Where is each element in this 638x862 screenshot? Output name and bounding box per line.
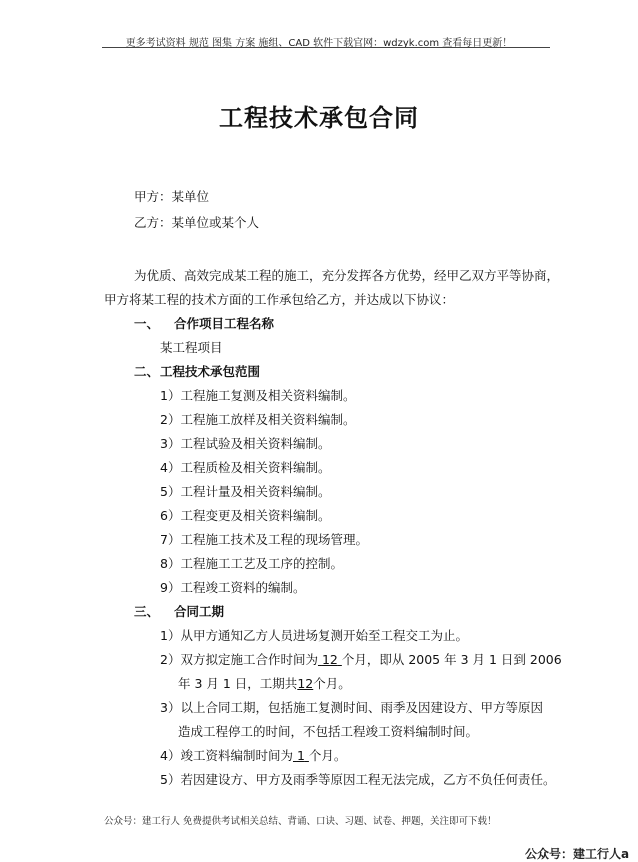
page-header: 更多考试资料 规范 图集 方案 施组、CAD 软件下载官网：wdzyk.com 查看每日更新！ [125, 38, 513, 49]
document-title: 工程技术承包合同 [219, 104, 419, 132]
section-2-number: 二、 [134, 364, 160, 379]
party-a: 甲方：某单位 [134, 189, 210, 204]
term-item-2-prefix: 2）双方拟定施工合作时间为 [160, 652, 318, 667]
list-item: 3）工程试验及相关资料编制。 [160, 436, 331, 451]
list-item: 5）工程计量及相关资料编制。 [160, 484, 331, 499]
list-item: 8）工程施工工艺及工序的控制。 [160, 556, 343, 571]
intro-line-1: 为优质、高效完成某工程的施工，充分发挥各方优势，经甲乙双方平等协商， [134, 268, 560, 283]
term-item-2-line-2-suffix: 个月。 [313, 676, 351, 691]
list-item: 9）工程竣工资料的编制。 [160, 580, 306, 595]
term-item-2-line-2 [178, 674, 351, 692]
section-1-number: 一、 [134, 316, 160, 331]
term-item-2-middle: 个月，即从 2005 年 3 月 1 日到 2006 [341, 652, 562, 667]
term-months-value: 12 [321, 652, 338, 667]
watermark: 公众号：建工行人a [525, 847, 630, 861]
party-b: 乙方：某单位或某个人 [134, 215, 260, 230]
section-1-heading: 合作项目工程名称 [174, 316, 275, 331]
header-divider [102, 47, 550, 48]
section-3-number: 三、 [134, 604, 160, 619]
list-item: 6）工程变更及相关资料编制。 [160, 508, 331, 523]
term-item-5: 5）若因建设方、甲方及雨季等原因工程无法完成，乙方不负任何责任。 [160, 772, 556, 787]
term-item-4-prefix: 4）竣工资料编制时间为 [160, 748, 293, 763]
term-item-1: 1）从甲方通知乙方人员进场复测开始至工程交工为止。 [160, 628, 468, 643]
term-item-4 [160, 746, 346, 764]
term-item-2-line-2-prefix: 年 3 月 1 日，工期共 [178, 676, 298, 691]
section-2-heading: 工程技术承包范围 [160, 364, 261, 379]
list-item: 1）工程施工复测及相关资料编制。 [160, 388, 356, 403]
section-1-body: 某工程项目 [160, 340, 223, 355]
page-footer: 公众号：建工行人 免费提供考试相关总结、背诵、口诀、习题、试卷、押题，关注即可下载！ [104, 816, 497, 827]
list-item: 7）工程施工技术及工程的现场管理。 [160, 532, 368, 547]
term-item-2-line-1 [160, 650, 562, 668]
term-item-4-suffix: 个月。 [308, 748, 347, 763]
term-months-total: 12 [297, 676, 314, 691]
list-item: 2）工程施工放样及相关资料编制。 [160, 412, 356, 427]
term-item-3-line-1: 3）以上合同工期，包括施工复测时间、雨季及因建设方、甲方等原因 [160, 700, 543, 715]
completion-months-value: 1 [296, 748, 305, 763]
intro-line-2: 甲方将某工程的技术方面的工作承包给乙方，并达成以下协议： [104, 292, 455, 307]
term-item-3-line-2: 造成工程停工的时间，不包括工程竣工资料编制时间。 [178, 724, 479, 739]
section-3-heading: 合同工期 [174, 604, 225, 619]
list-item: 4）工程质检及相关资料编制。 [160, 460, 331, 475]
